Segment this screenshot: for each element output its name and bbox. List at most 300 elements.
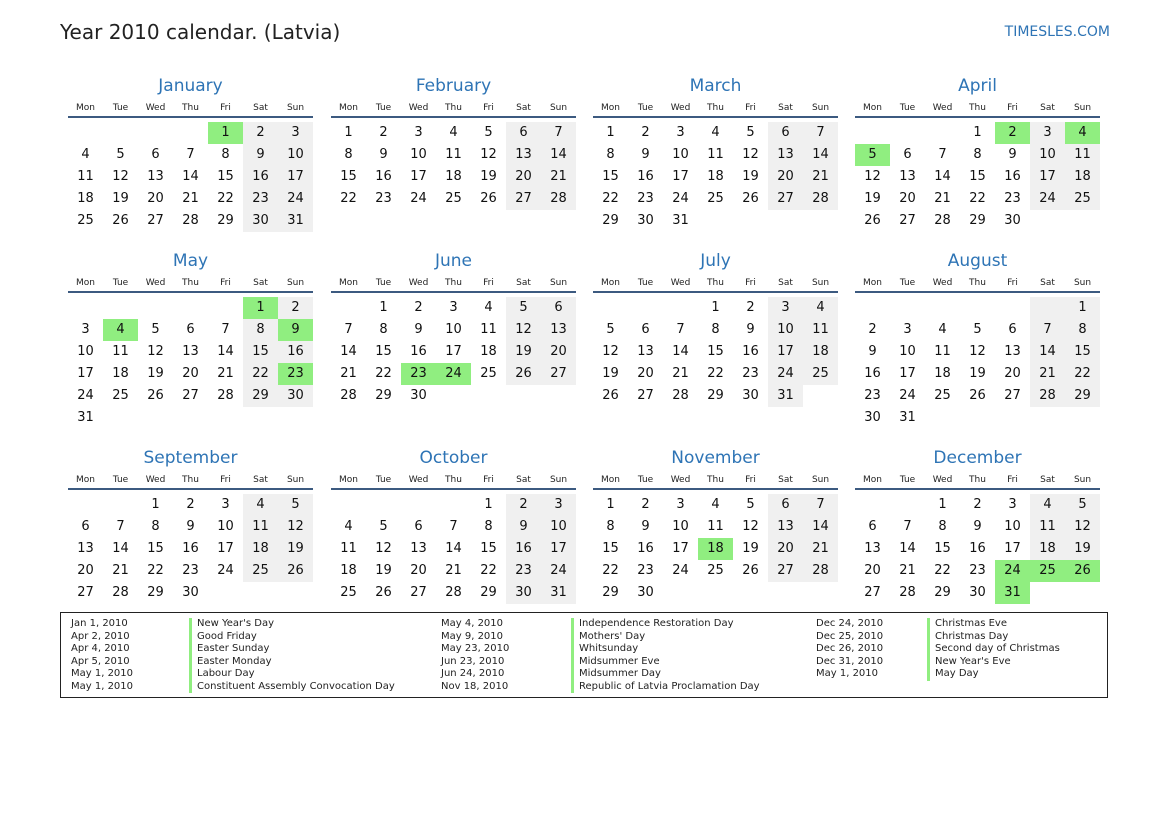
day-cell: 29 [147, 585, 164, 600]
day-cell: 8 [151, 519, 160, 534]
day-cell: 8 [344, 147, 353, 162]
day-cell: 11 [803, 319, 838, 341]
week-row [68, 516, 313, 538]
day-cell: 1 [208, 122, 243, 144]
weekday-label: Fri [483, 475, 494, 485]
day-cell: 26 [742, 191, 759, 206]
holiday-date: Dec 31, 2010 [816, 655, 884, 667]
weekday-label: Sun [1073, 278, 1092, 288]
day-cell: 22 [480, 563, 497, 578]
day-cell: 22 [602, 563, 619, 578]
day-cell: 5 [606, 322, 615, 337]
holiday-date: Dec 25, 2010 [816, 630, 884, 642]
day-empty [331, 494, 366, 516]
day-cell: 26 [375, 585, 392, 600]
week-row [68, 363, 313, 385]
day-empty [1030, 210, 1065, 232]
week-row [593, 582, 838, 604]
day-empty [68, 494, 103, 516]
site-link[interactable]: TIMESLES.COM [1004, 24, 1110, 40]
day-cell: 1 [938, 497, 947, 512]
day-empty [1065, 210, 1100, 232]
day-empty [401, 494, 436, 516]
day-cell: 25 [1030, 560, 1065, 582]
day-empty [593, 297, 628, 319]
day-cell: 18 [1030, 538, 1065, 560]
day-cell: 10 [768, 319, 803, 341]
day-cell: 17 [541, 538, 576, 560]
day-cell: 24 [77, 388, 94, 403]
day-cell: 23 [278, 363, 313, 385]
day-cell: 17 [768, 341, 803, 363]
day-cell: 7 [676, 322, 685, 337]
weekday-label: Mon [76, 103, 95, 113]
day-cell: 20 [1004, 366, 1021, 381]
week-row [855, 385, 1100, 407]
day-empty [208, 407, 243, 429]
day-cell: 4 [711, 125, 720, 140]
holiday-date: Jan 1, 2010 [71, 618, 128, 629]
day-cell: 2 [379, 125, 388, 140]
day-cell: 11 [1065, 144, 1100, 166]
weekday-label: Sat [253, 278, 268, 288]
day-cell: 20 [410, 563, 427, 578]
day-cell: 8 [1065, 319, 1100, 341]
day-cell: 2 [186, 497, 195, 512]
day-cell: 12 [480, 147, 497, 162]
weekday-label: Sat [1040, 278, 1055, 288]
day-empty [103, 407, 138, 429]
month-name: March [689, 76, 742, 96]
weekday-label: Wed [932, 278, 953, 288]
week-row [855, 494, 1100, 516]
weekday-header [593, 275, 838, 293]
holiday-name: Easter Monday [189, 656, 395, 669]
day-cell: 26 [112, 213, 129, 228]
day-cell: 2 [506, 494, 541, 516]
day-cell: 28 [340, 388, 357, 403]
day-cell: 9 [641, 519, 650, 534]
day-cell: 10 [1004, 519, 1021, 534]
week-row [855, 363, 1100, 385]
day-cell: 17 [278, 166, 313, 188]
day-cell: 24 [995, 560, 1030, 582]
day-cell: 8 [379, 322, 388, 337]
day-cell: 2 [868, 322, 877, 337]
day-cell: 11 [1030, 516, 1065, 538]
week-row [855, 538, 1100, 560]
week-row [68, 144, 313, 166]
day-cell: 19 [742, 541, 759, 556]
day-empty [1030, 407, 1065, 429]
day-cell: 18 [445, 169, 462, 184]
day-cell: 19 [742, 169, 759, 184]
day-cell: 20 [506, 166, 541, 188]
day-cell: 6 [541, 297, 576, 319]
day-cell: 4 [938, 322, 947, 337]
day-cell: 26 [278, 560, 313, 582]
holiday-legend [60, 612, 1108, 698]
week-row [331, 494, 576, 516]
week-row [331, 582, 576, 604]
weekday-label: Wed [932, 103, 953, 113]
day-cell: 26 [742, 563, 759, 578]
day-cell: 31 [278, 210, 313, 232]
day-cell: 8 [484, 519, 493, 534]
day-cell: 6 [151, 147, 160, 162]
holiday-name: Good Friday [189, 631, 395, 644]
day-cell: 28 [541, 188, 576, 210]
weekday-header [68, 275, 313, 293]
day-empty [173, 407, 208, 429]
day-cell: 28 [182, 213, 199, 228]
weekday-label: Sun [286, 475, 305, 485]
day-cell: 8 [938, 519, 947, 534]
week-row [855, 582, 1100, 604]
day-cell: 1 [606, 497, 615, 512]
day-empty [68, 297, 103, 319]
day-empty [733, 582, 768, 604]
day-cell: 16 [278, 341, 313, 363]
weekday-label: Sat [253, 103, 268, 113]
week-row [855, 188, 1100, 210]
weekday-label: Fri [745, 103, 756, 113]
day-cell: 10 [541, 516, 576, 538]
day-cell: 3 [414, 125, 423, 140]
day-cell: 18 [803, 341, 838, 363]
day-cell: 28 [112, 585, 129, 600]
day-empty [1030, 297, 1065, 319]
day-cell: 17 [899, 366, 916, 381]
week-row [68, 407, 313, 429]
week-row [68, 188, 313, 210]
weekday-label: Mon [863, 475, 882, 485]
day-cell: 17 [1004, 541, 1021, 556]
day-cell: 5 [973, 322, 982, 337]
page-title: Year 2010 calendar. (Latvia) [60, 20, 341, 44]
week-row [331, 319, 576, 341]
day-cell: 12 [1065, 516, 1100, 538]
day-cell: 15 [147, 541, 164, 556]
day-cell: 30 [637, 213, 654, 228]
weekday-label: Sat [778, 475, 793, 485]
week-row [593, 319, 838, 341]
day-empty [103, 297, 138, 319]
holiday-date: May 1, 2010 [816, 668, 879, 679]
day-cell: 10 [445, 322, 462, 337]
month-name: May [172, 251, 209, 271]
month-march [593, 72, 838, 232]
day-cell: 13 [864, 541, 881, 556]
day-empty [138, 297, 173, 319]
day-cell: 4 [243, 494, 278, 516]
day-cell: 2 [641, 125, 650, 140]
day-cell: 24 [768, 363, 803, 385]
day-empty [173, 297, 208, 319]
weekday-label: Tue [637, 103, 654, 113]
day-cell: 2 [641, 497, 650, 512]
month-name: February [415, 76, 492, 96]
day-cell: 22 [340, 191, 357, 206]
day-cell: 23 [637, 563, 654, 578]
holiday-date-column [441, 618, 509, 693]
day-empty [890, 297, 925, 319]
day-cell: 4 [449, 125, 458, 140]
week-row [331, 166, 576, 188]
day-cell: 6 [414, 519, 423, 534]
day-cell: 3 [903, 322, 912, 337]
day-empty [925, 407, 960, 429]
day-cell: 4 [344, 519, 353, 534]
day-cell: 20 [768, 166, 803, 188]
week-row [331, 560, 576, 582]
day-cell: 12 [112, 169, 129, 184]
day-empty [1065, 582, 1100, 604]
day-cell: 21 [672, 366, 689, 381]
day-cell: 27 [541, 363, 576, 385]
day-cell: 25 [445, 191, 462, 206]
weekday-label: Tue [375, 103, 392, 113]
day-cell: 7 [221, 322, 230, 337]
day-cell: 29 [1065, 385, 1100, 407]
weekday-label: Sun [811, 103, 830, 113]
day-cell: 25 [1065, 188, 1100, 210]
week-row [593, 210, 838, 232]
day-cell: 27 [1004, 388, 1021, 403]
day-empty [243, 407, 278, 429]
day-cell: 8 [711, 322, 720, 337]
day-cell: 4 [81, 147, 90, 162]
day-cell: 1 [711, 300, 720, 315]
day-cell: 6 [641, 322, 650, 337]
day-cell: 6 [81, 519, 90, 534]
weekday-label: Sat [1040, 103, 1055, 113]
weekday-label: Mon [601, 103, 620, 113]
day-cell: 22 [707, 366, 724, 381]
weekday-label: Mon [339, 103, 358, 113]
day-cell: 9 [414, 322, 423, 337]
day-cell: 24 [541, 560, 576, 582]
day-cell: 9 [868, 344, 877, 359]
day-cell: 9 [186, 519, 195, 534]
day-cell: 29 [480, 585, 497, 600]
day-cell: 20 [182, 366, 199, 381]
day-cell: 27 [182, 388, 199, 403]
day-cell: 16 [637, 541, 654, 556]
day-empty [995, 407, 1030, 429]
day-cell: 15 [375, 344, 392, 359]
day-cell: 14 [1030, 341, 1065, 363]
day-empty [1065, 407, 1100, 429]
holiday-name-column [571, 618, 760, 693]
day-cell: 29 [707, 388, 724, 403]
day-cell: 30 [243, 210, 278, 232]
day-cell: 12 [375, 541, 392, 556]
day-cell: 7 [803, 494, 838, 516]
day-cell: 22 [217, 191, 234, 206]
day-cell: 19 [147, 366, 164, 381]
weekday-header [331, 100, 576, 118]
weekday-label: Fri [220, 103, 231, 113]
day-cell: 27 [147, 213, 164, 228]
day-cell: 10 [672, 519, 689, 534]
week-row [855, 319, 1100, 341]
day-cell: 13 [768, 144, 803, 166]
day-cell: 4 [803, 297, 838, 319]
holiday-name: Easter Sunday [189, 643, 395, 656]
day-cell: 10 [77, 344, 94, 359]
week-row [68, 341, 313, 363]
day-cell: 16 [969, 541, 986, 556]
day-cell: 10 [410, 147, 427, 162]
day-cell: 22 [375, 366, 392, 381]
day-empty [208, 582, 243, 604]
holiday-name: Constituent Assembly Convocation Day [189, 681, 395, 694]
weekday-label: Thu [182, 475, 199, 485]
day-cell: 21 [1030, 363, 1065, 385]
day-cell: 26 [602, 388, 619, 403]
day-cell: 22 [969, 191, 986, 206]
day-cell: 30 [637, 585, 654, 600]
week-row [68, 560, 313, 582]
day-cell: 22 [1065, 363, 1100, 385]
month-name: June [434, 251, 473, 271]
day-cell: 7 [938, 147, 947, 162]
holiday-date-column [71, 618, 133, 693]
day-cell: 1 [344, 125, 353, 140]
day-cell: 28 [803, 560, 838, 582]
week-row [331, 516, 576, 538]
month-july [593, 247, 838, 407]
day-cell: 19 [112, 191, 129, 206]
day-cell: 3 [676, 125, 685, 140]
holiday-date: May 4, 2010 [441, 618, 504, 629]
month-october [331, 444, 576, 604]
day-cell: 11 [112, 344, 129, 359]
day-cell: 6 [506, 122, 541, 144]
weekday-label: Tue [375, 475, 392, 485]
weekday-label: Thu [969, 278, 986, 288]
weekday-label: Fri [1007, 278, 1018, 288]
day-empty [471, 385, 506, 407]
day-cell: 15 [969, 169, 986, 184]
holiday-date: Dec 26, 2010 [816, 643, 884, 654]
day-cell: 3 [1008, 497, 1017, 512]
day-cell: 31 [768, 385, 803, 407]
day-cell: 25 [803, 363, 838, 385]
day-cell: 14 [541, 144, 576, 166]
day-cell: 25 [340, 585, 357, 600]
day-cell: 31 [995, 582, 1030, 604]
day-cell: 27 [768, 560, 803, 582]
day-cell: 13 [77, 541, 94, 556]
weekday-label: Fri [1007, 475, 1018, 485]
day-cell: 27 [410, 585, 427, 600]
month-name: October [419, 448, 488, 468]
day-cell: 9 [973, 519, 982, 534]
holiday-name-column [189, 618, 395, 693]
day-cell: 13 [541, 319, 576, 341]
day-cell: 15 [480, 541, 497, 556]
day-cell: 14 [803, 516, 838, 538]
day-empty [541, 385, 576, 407]
holiday-date: May 1, 2010 [71, 668, 134, 679]
day-cell: 20 [541, 341, 576, 363]
day-cell: 5 [151, 322, 160, 337]
day-cell: 4 [103, 319, 138, 341]
month-name: September [143, 448, 238, 468]
day-cell: 9 [746, 322, 755, 337]
day-empty [138, 407, 173, 429]
day-cell: 29 [969, 213, 986, 228]
week-row [593, 122, 838, 144]
week-row [68, 166, 313, 188]
day-cell: 30 [864, 410, 881, 425]
weekday-label: Tue [112, 278, 129, 288]
day-cell: 19 [506, 341, 541, 363]
day-cell: 31 [899, 410, 916, 425]
day-cell: 13 [410, 541, 427, 556]
day-cell: 14 [899, 541, 916, 556]
weekday-label: Wed [145, 475, 166, 485]
day-cell: 17 [217, 541, 234, 556]
day-cell: 21 [182, 191, 199, 206]
day-cell: 23 [506, 560, 541, 582]
day-empty [960, 297, 995, 319]
day-cell: 9 [379, 147, 388, 162]
day-empty [506, 385, 541, 407]
weekday-header [593, 100, 838, 118]
day-empty [173, 122, 208, 144]
weekday-label: Wed [408, 475, 429, 485]
day-cell: 19 [602, 366, 619, 381]
day-empty [890, 122, 925, 144]
day-cell: 5 [506, 297, 541, 319]
day-cell: 21 [340, 366, 357, 381]
day-cell: 4 [1065, 122, 1100, 144]
day-cell: 30 [742, 388, 759, 403]
week-row [331, 297, 576, 319]
weekday-label: Sun [811, 475, 830, 485]
weekday-label: Sat [1040, 475, 1055, 485]
day-cell: 18 [340, 563, 357, 578]
day-empty [925, 297, 960, 319]
week-row [593, 341, 838, 363]
week-row [68, 319, 313, 341]
day-cell: 29 [602, 213, 619, 228]
day-cell: 16 [182, 541, 199, 556]
day-cell: 10 [672, 147, 689, 162]
week-row [855, 166, 1100, 188]
day-cell: 1 [973, 125, 982, 140]
day-empty [960, 407, 995, 429]
weekday-label: Sun [286, 278, 305, 288]
day-cell: 26 [864, 213, 881, 228]
day-cell: 19 [480, 169, 497, 184]
weekday-label: Wed [408, 278, 429, 288]
day-cell: 19 [1065, 538, 1100, 560]
day-empty [68, 122, 103, 144]
day-cell: 11 [77, 169, 94, 184]
weekday-label: Sat [516, 103, 531, 113]
day-cell: 28 [803, 188, 838, 210]
day-cell: 26 [506, 363, 541, 385]
day-cell: 15 [602, 169, 619, 184]
week-row [855, 144, 1100, 166]
day-cell: 11 [707, 519, 724, 534]
holiday-date: Dec 24, 2010 [816, 618, 884, 629]
day-cell: 8 [243, 319, 278, 341]
